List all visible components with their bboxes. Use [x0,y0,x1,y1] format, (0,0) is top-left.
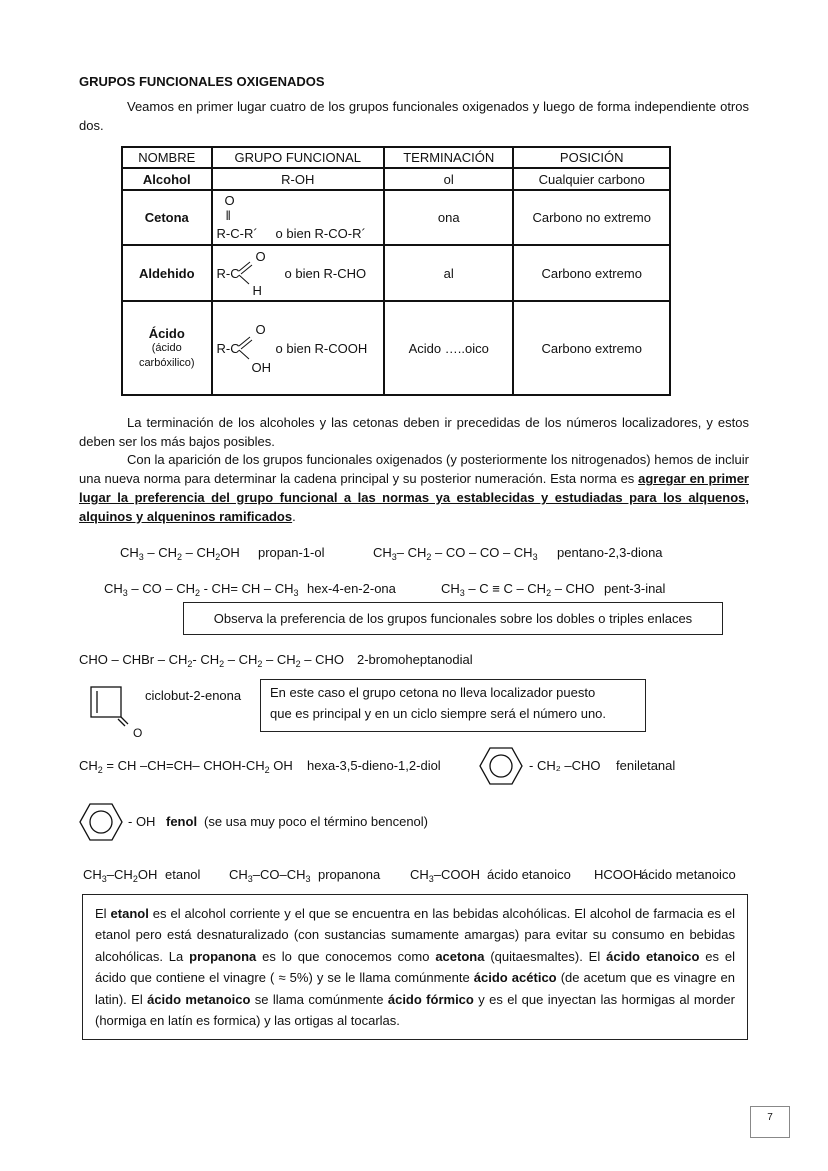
norma-end: . [292,509,296,524]
cetona-alt: o bien R-CO-R´ [275,226,366,241]
name-propanol: propan-1-ol [258,545,325,560]
alcohol-ending: ol [384,168,513,190]
aldehido-rc: R-C [216,266,240,281]
note-text-7: se llama comúnmente [250,991,388,1007]
formula-propanona: $CH_3-CO-CH_3$ [229,867,311,884]
formula-etanoico: $CH_3$–COOH [410,867,481,884]
cetona-name: Cetona [122,190,212,245]
name-metanoico: ácido metanoico [641,867,736,882]
formula-pentinal: $CH_3 - C \equiv C - CH_2$ – CHO [441,581,595,598]
alcohol-group: R-OH [212,168,384,190]
name-pentinal: pent-3-inal [604,581,666,596]
acido-ending: Acido …..oico [384,301,513,395]
row-alcohol [122,168,670,190]
section-title: GRUPOS FUNCIONALES OXIGENADOS [79,74,325,89]
note-text-1: El [95,906,111,921]
note-bold-etanoico: ácido etanoico [606,948,700,964]
acido-oxygen: O [255,322,266,337]
name-propanona: propanona [318,867,381,882]
norma-rule: agregar en primer lugar la preferencia del grupo funcional a las normas ya establecidas y estudiadas para los alquenos, alquinos y alqueninos ramificados [79,471,749,524]
alcohol-position: Cualquier carbono [513,168,670,190]
formula-pentanodiona: $CH_3-$ $CH_2$ – CO – CO – $CH_3$ [373,545,538,562]
acido-hydroxyl: OH [251,360,272,375]
note-text-6: (de acetum que es vinagre en latin). El [95,970,736,1007]
aldehido-hydrogen: H [252,283,262,298]
acido-subname-1: (ácido [151,341,182,354]
row-acido [122,301,670,395]
name-etanol: etanol [165,867,201,882]
alcohol-name: Alcohol [122,168,212,190]
name-pentanodiona: pentano-2,3-diona [557,545,663,560]
table-header-row [122,147,670,168]
explanation-box [82,894,748,1040]
cetona-double-bond: ‖ [225,208,231,223]
aldehido-oxygen: O [255,249,266,264]
aldehido-position: Carbono extremo [513,245,670,301]
note-bold-acetico: ácido acético [473,970,557,986]
acido-name: Ácido [148,325,185,341]
name-hexadienodiol: hexa-3,5-dieno-1,2-diol [307,758,441,773]
header-posicion: POSICIÓN [513,147,670,168]
page-number: 7 [750,1106,790,1138]
functional-groups-table [121,146,671,396]
note-bold-propanona: propanona [189,948,257,964]
formula-fenol: - OH [128,814,156,829]
header-nombre: NOMBRE [122,147,212,168]
note-bold-formico: ácido fórmico [387,991,474,1007]
formula-feniletanal: - CH₂ –CHO [529,758,601,773]
header-grupo: GRUPO FUNCIONAL [212,147,384,168]
cyclobutenone-oxygen: O [133,726,143,740]
note-bold-etanol: etanol [110,906,149,921]
name-ciclobutenona: ciclobut-2-enona [145,688,242,703]
note-text-2: es el alcohol corriente y el que se encuentra en las bebidas alcohólicas. El alcohol de farmacia es el etanol pero está desnaturalizado (con sustancias sumamente amargas) para evitar su consumo en bebidas alcohólicas. La [95,906,736,964]
formula-metanoico: HCOOH [594,867,643,882]
acido-alt: o bien R-COOH [275,341,368,356]
formula-hexadienodiol: $CH_2$ = CH –CH=CH– CHOH-$CH_2$ OH [79,758,293,775]
row-cetona [122,190,670,245]
cetona-formula: R-C-R´ [216,226,258,241]
paragraph-norma [79,450,749,526]
acido-rc: R-C [216,341,240,356]
paragraph-localizadores: La terminación de los alcoholes y las cetonas deben ir precedidas de los números localizadores, y estos deben ser los más bajos posibles. [79,415,749,449]
acido-position: Carbono extremo [513,301,670,395]
note-text-4: (quitaesmaltes). El [484,948,607,964]
norma-text: Con la aparición de los grupos funcionales oxigenados (y posteriormente los nitrogenados) hemos de incluir una nueva norma para determinar la cadena principal y su posterior numeración. Esta norma es [79,452,749,486]
note-text-3: es lo que conocemos como [256,948,436,964]
cetona-ending: ona [384,190,513,245]
aldehido-group [212,245,384,301]
cyclobutenone-structure-icon [90,686,130,726]
name-heptanodial: 2-bromoheptanodial [357,652,473,667]
name-hexenona: hex-4-en-2-ona [307,581,396,596]
acido-subname-2: carbóxilico) [138,356,195,369]
fenol-note: (se usa muy poco el término bencenol) [204,814,429,829]
aldehido-ending: al [384,245,513,301]
cyclo-note-line-1: En este caso el grupo cetona no lleva localizador puesto [270,685,596,700]
acido-bonds-icon [237,332,257,362]
note-bold-acetona: acetona [435,948,485,964]
name-fenol: fenol [166,814,198,829]
cetona-position: Carbono no extremo [513,190,670,245]
row-aldehido [122,245,670,301]
formula-propanol: $CH_3 - CH_2 - CH_2OH$ [120,545,240,562]
aldehido-bonds-icon [237,258,257,288]
header-terminacion: TERMINACIÓN [384,147,513,168]
formula-heptanodial: CHO – CHBr – $CH_2-$ $CH_2 - CH_2 - CH_2$ – CHO [79,652,344,669]
intro-paragraph: Veamos en primer lugar cuatro de los grupos funcionales oxigenados y luego de forma independiente otros dos. [79,99,749,133]
preference-note-box: Observa la preferencia de los grupos funcionales sobre los dobles o triples enlaces [183,602,723,635]
cyclo-note-line-2: que es principal y en un ciclo siempre será el número uno. [270,706,607,721]
acido-name-cell [122,301,212,395]
acido-group [212,301,384,395]
benzene-ring-fenol-icon [78,802,124,842]
cetona-oxygen: O [224,193,235,208]
formula-hexenona: $CH_3$ – CO – $CH_2 - CH=$ CH – $CH_3$ [104,581,299,598]
formula-etanol: $CH_3-CH_2OH$ [83,867,158,884]
aldehido-alt: o bien R-CHO [284,266,367,281]
benzene-ring-icon [478,746,524,786]
name-etanoico: ácido etanoico [487,867,571,882]
note-bold-metanoico: ácido metanoico [147,991,251,1007]
aldehido-name: Aldehido [122,245,212,301]
note-text-8: y es el que inyectan las hormigas al morder (hormiga en latín es formica) y las ortigas al tocarlas. [95,991,735,1029]
note-text-5: es el ácido que contiene el vinagre ( ≈ 5%) y se le llama comúnmente [95,948,735,986]
cetona-group [212,190,384,245]
cyclo-note-box [260,679,646,732]
name-feniletanal: feniletanal [616,758,676,773]
